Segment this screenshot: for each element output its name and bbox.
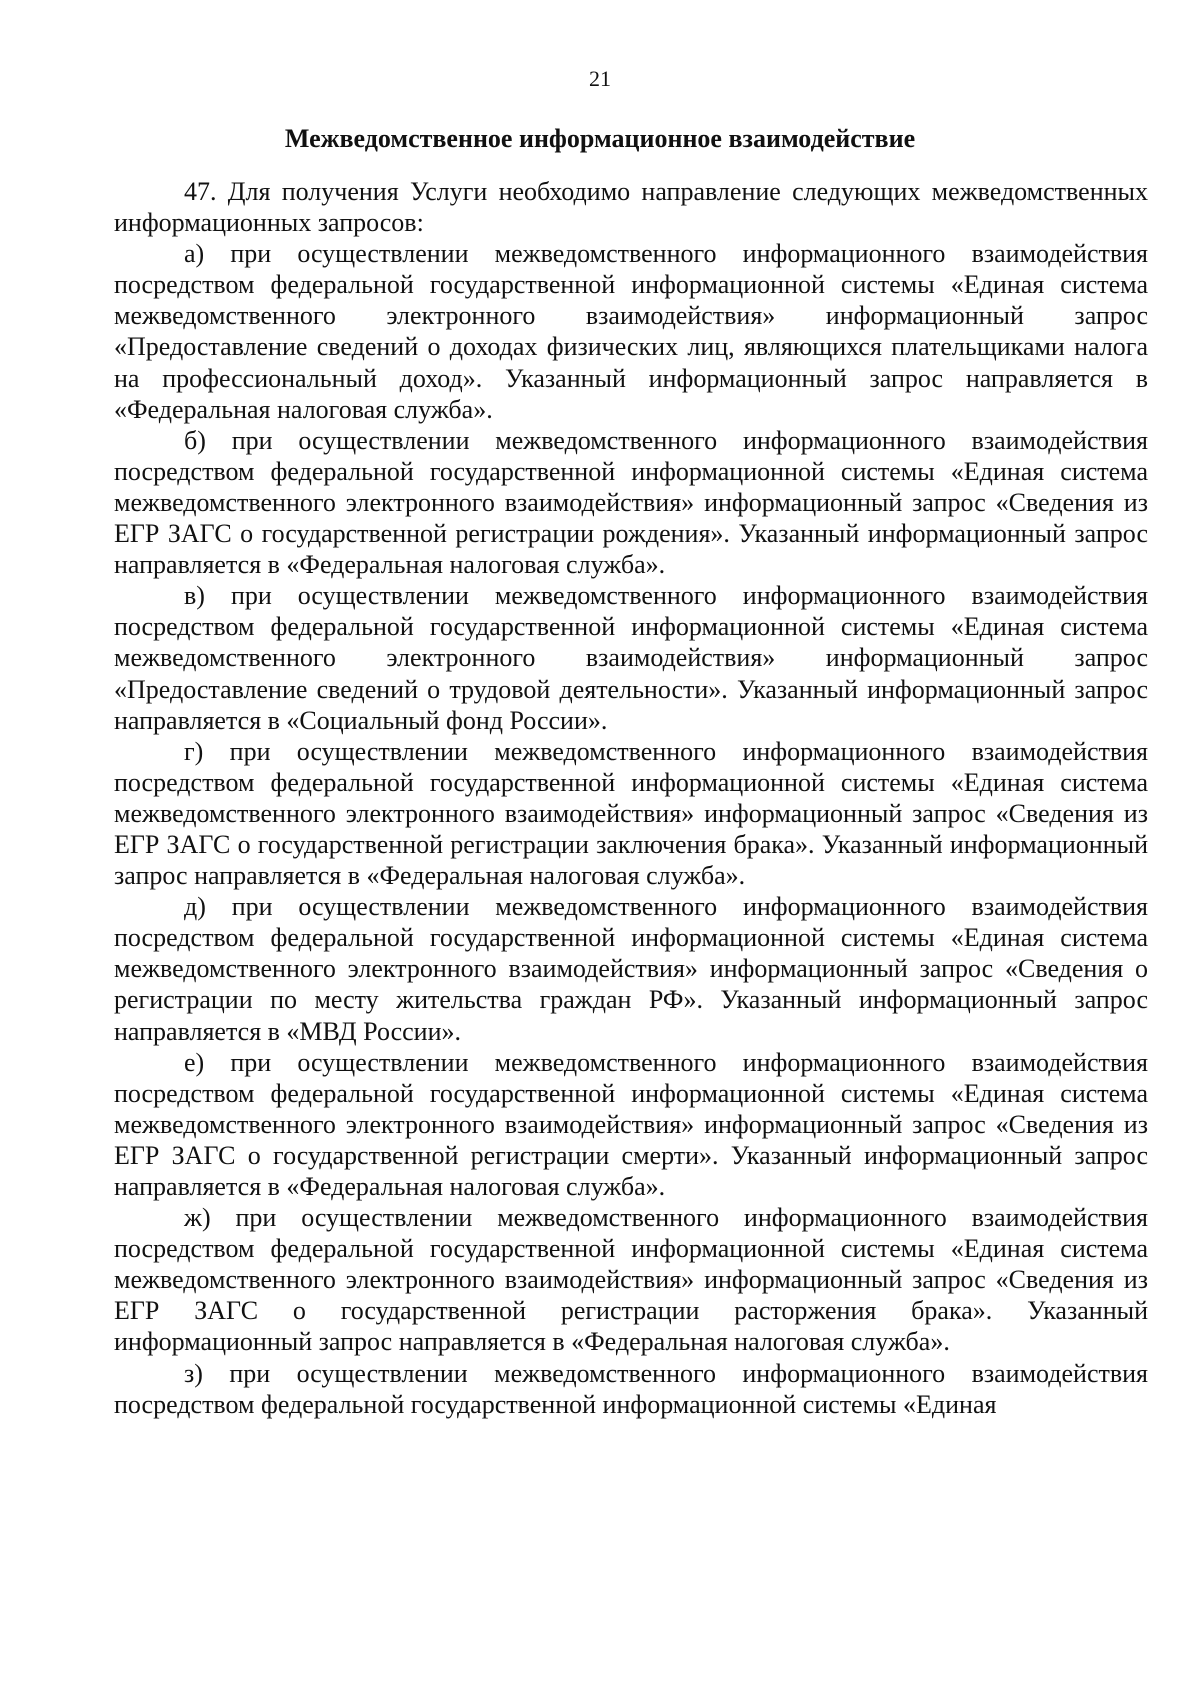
paragraph-text: при осуществлении межведомственного информационного взаимодействия посредством федеральной государственной информационной системы «Единая система межведомственного электронного взаимодействия» информационный запрос «Предоставление сведений о трудовой деятельности». Указанный информационный запрос направляется в «Социальный фонд России». [114,581,1148,735]
paragraph-text: при осуществлении межведомственного информационного взаимодействия посредством федеральной государственной информационной системы «Единая система межведомственного электронного взаимодействия» информационный запрос «Сведения из ЕГР ЗАГС о государственной регистрации заключения брака». Указанный информационный запрос направляется в «Федеральная налоговая служба». [114,736,1149,891]
paragraph-marker: в) [184,581,205,611]
paragraph-e [114,1047,1148,1202]
paragraph-marker: е) [184,1047,205,1077]
paragraph-47 [114,176,1148,238]
paragraph-marker: г) [184,736,204,766]
paragraph-b [114,425,1148,580]
page-number: 21 [589,66,611,91]
paragraph-marker: а) [184,239,205,269]
document-body [114,176,1148,1420]
paragraph-text: при осуществлении межведомственного информационного взаимодействия посредством федеральной государственной информационной системы «Единая система межведомственного электронного взаимодействия» информационный запрос «Предоставление сведений о доходах физических лиц, являющихся плательщиками налога на профессиональный доход». Указанный информационный запрос направляется в «Федеральная налоговая служба». [114,239,1149,424]
paragraph-marker: д) [184,892,206,922]
paragraph-marker: ж) [184,1203,211,1233]
paragraph-marker: 47. [184,177,217,206]
paragraph-marker: б) [184,425,206,455]
paragraph-text: при осуществлении межведомственного информационного взаимодействия посредством федеральной государственной информационной системы «Единая [114,1358,1149,1419]
paragraph-marker: з) [184,1358,203,1388]
paragraph-text: при осуществлении межведомственного информационного взаимодействия посредством федеральной государственной информационной системы «Единая система межведомственного электронного взаимодействия» информационный запрос «Сведения из ЕГР ЗАГС о государственной регистрации смерти». Указанный информационный запрос направляется в «Федеральная налоговая служба». [114,1047,1149,1201]
paragraph-g [114,736,1148,891]
paragraph-zh [114,1202,1148,1357]
paragraph-text: при осуществлении межведомственного информационного взаимодействия посредством федеральной государственной информационной системы «Единая система межведомственного электронного взаимодействия» информационный запрос «Сведения из ЕГР ЗАГС о государственной регистрации расторжения брака». Указанный информационный запрос направляется в «Федеральная налоговая служба». [114,1203,1149,1357]
paragraph-text: Для получения Услуги необходимо направление следующих межведомственных информационных запросов: [114,177,1148,238]
paragraph-text: при осуществлении межведомственного информационного взаимодействия посредством федеральной государственной информационной системы «Единая система межведомственного электронного взаимодействия» информационный запрос «Сведения о регистрации по месту жительства граждан РФ». Указанный информационный запрос направляется в «МВД России». [114,892,1148,1046]
paragraph-v [114,580,1148,735]
paragraph-d [114,891,1148,1046]
section-heading: Межведомственное информационное взаимодействие [284,124,916,153]
paragraph-z [114,1358,1148,1420]
paragraph-text: при осуществлении межведомственного информационного взаимодействия посредством федеральной государственной информационной системы «Единая система межведомственного электронного взаимодействия» информационный запрос «Сведения из ЕГР ЗАГС о государственной регистрации рождения». Указанный информационный запрос направляется в «Федеральная налоговая служба». [114,425,1148,580]
paragraph-a [114,238,1148,425]
